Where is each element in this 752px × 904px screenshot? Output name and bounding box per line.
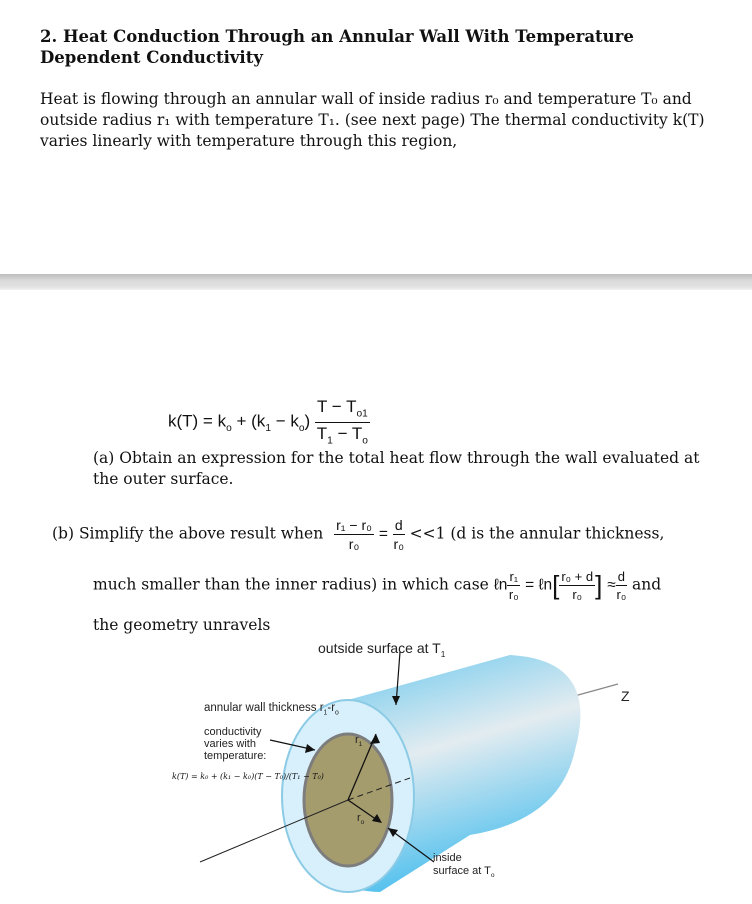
problem-title: 2. Heat Conduction Through an Annular Wall With Temperature Dependent Conductivity: [40, 27, 634, 67]
r1-label: $r_1$: [355, 734, 363, 749]
part-b-line3: the geometry unravels: [93, 616, 271, 634]
thickness-label: annular wall thickness $r_1-r_o$: [204, 702, 339, 717]
conductivity-label: conductivity varies with temperature:: [204, 726, 267, 762]
inside-surface-label: inside surface at $T_o$: [433, 852, 495, 880]
z-axis-label: Z: [621, 688, 630, 704]
mini-conductivity-equation: k(T) = k₀ + (k₁ − k₀)(T − T₀)/(T₁ − T₀): [172, 772, 324, 781]
temperature-fraction: $\frac{T - T_{o1}}{T_1 - T_o}$: [316, 397, 368, 446]
ln-fraction: $\frac{\text{r₁}}{\text{r₀}}$: [508, 569, 519, 602]
part-a-question: (a) Obtain an expression for the total heat flow through the wall evaluated at the outer surface.: [93, 449, 700, 488]
intro-paragraph: Heat is flowing through an annular wall of inside radius r₀ and temperature T₀ and outside radius r₁ with temperature T₁. (see next page) The thermal conductivity k(T) varies linearly with temperature through this region,: [40, 90, 705, 150]
bracket-fraction: $\frac{\text{r₀ + d}}{\text{r₀}}$: [561, 569, 594, 602]
ro-label: $r_o$: [357, 812, 365, 827]
outside-surface-label: outside surface at $T_1$: [318, 640, 446, 659]
approx-fraction: $\frac{d}{\text{r₀}}$: [616, 569, 627, 602]
page-break-divider: [0, 274, 752, 290]
part-b-question: (b) Simplify the above result when $\frac{\text{r₁ − r₀}}{\text{r₀}}$ = $\frac{d}{\text{r₀}}$ <<1 (d is the annular thickness,: [52, 517, 665, 552]
d-over-r-fraction: $\frac{d}{\text{r₀}}$: [393, 517, 405, 552]
thickness-ratio-fraction: $\frac{\text{r₁ − r₀}}{\text{r₀}}$: [336, 517, 372, 552]
part-b-line2: much smaller than the inner radius) in which case ℓn $\frac{\text{r₁}}{\text{r₀}}$ = ℓn[ $\frac{\text{r₀ + d}}{\text{r₀}}$ ] ≈ $\frac{d}{\text{r₀}}$ and: [93, 569, 662, 602]
annular-cylinder-diagram: [0, 630, 752, 904]
conductivity-equation: $k(T) = k_o + (k_1 - k_o)$ $\frac{T - T_{o1}}{T_1 - T_o}$: [168, 397, 368, 446]
